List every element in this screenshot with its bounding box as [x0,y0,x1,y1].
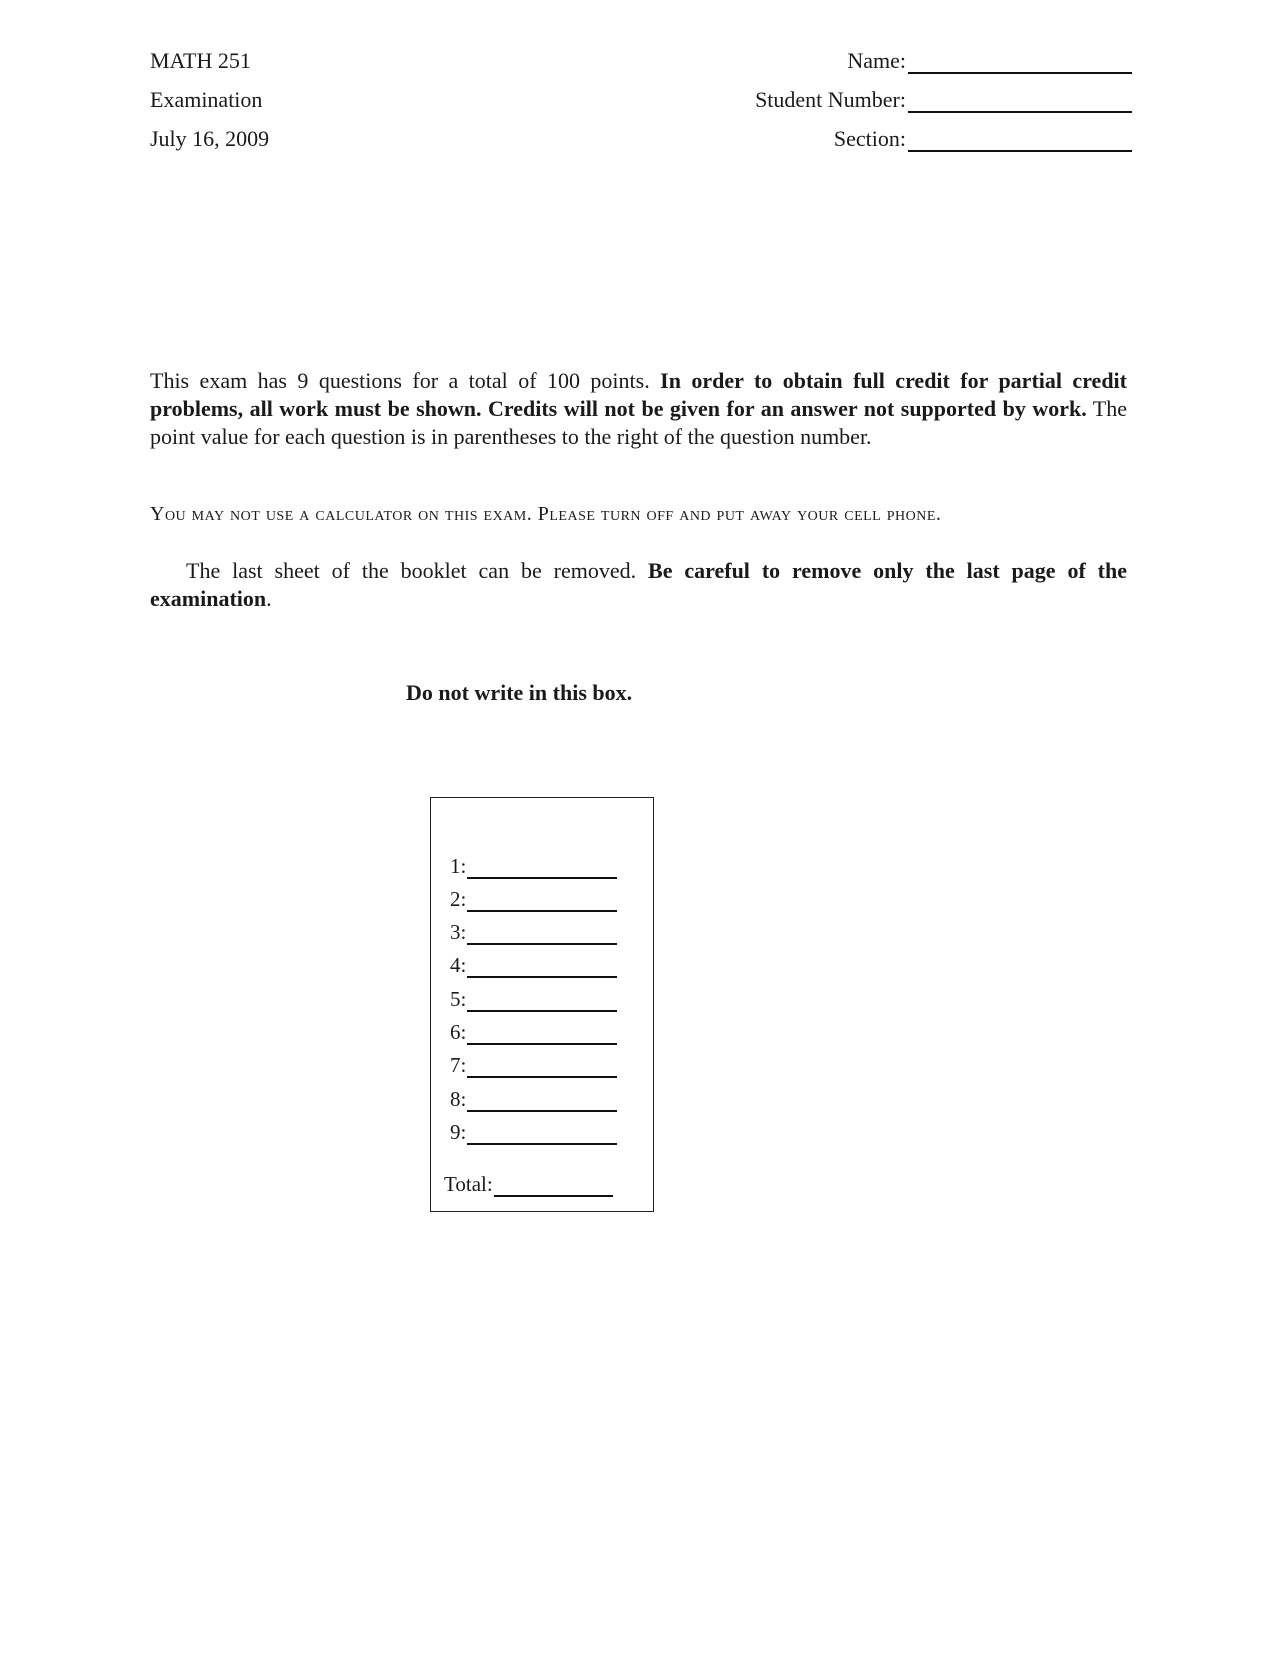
student-number-label: Student Number: [755,87,906,112]
score-row-4 [450,953,617,978]
score-box-title: Do not write in this box. [406,680,633,705]
name-label: Name: [847,48,906,73]
score-blank-line [467,1092,617,1112]
removal-period: . [266,586,272,611]
score-total-label: Total: [444,1172,493,1196]
score-blank-line [467,958,617,978]
score-row-label: 9: [450,1120,467,1144]
score-blank-line [467,1125,617,1145]
score-row-7 [450,1053,617,1078]
student-number-blank-line[interactable] [908,89,1132,113]
score-blank-line [467,1058,617,1078]
score-row-8 [450,1087,617,1112]
score-box [430,797,654,1212]
removal-bold-text: Be careful to remove only the last page of the examination [150,558,1127,611]
name-blank-line[interactable] [908,50,1132,74]
score-row-label: 1: [450,854,467,878]
instructions-bold-text: In order to obtain full credit for partial credit problems, all work must be shown. Credits will not be given for an answer not supported by work. [150,368,1127,421]
instructions-text-end: The point value for each question is in parentheses to the right of the question number. [150,396,1127,449]
exam-type: Examination [150,87,263,112]
score-row-label: 7: [450,1053,467,1077]
calculator-notice: You may not use a calculator on this exam. Please turn off and put away your cell phone. [150,503,942,525]
score-blank-line [467,992,617,1012]
score-total-row [444,1172,613,1197]
score-blank-line [467,1025,617,1045]
score-blank-line [467,859,617,879]
course-code: MATH 251 [150,48,251,73]
score-row-3 [450,920,617,945]
exam-date: July 16, 2009 [150,126,270,151]
score-row-1 [450,854,617,879]
score-row-label: 6: [450,1020,467,1044]
section-label: Section: [833,126,906,151]
score-row-5 [450,987,617,1012]
score-row-label: 3: [450,920,467,944]
score-row-label: 2: [450,887,467,911]
score-row-label: 8: [450,1087,467,1111]
score-blank-line [467,892,617,912]
score-total-blank-line [494,1177,613,1197]
name-field[interactable] [847,48,1132,74]
score-row-label: 5: [450,987,467,1011]
removal-text: The last sheet of the booklet can be removed. [186,558,649,583]
score-row-6 [450,1020,617,1045]
score-row-label: 4: [450,953,467,977]
instructions-text: This exam has 9 questions for a total of 100 points. [150,368,661,393]
score-blank-line [467,925,617,945]
score-row-2 [450,887,617,912]
instructions-paragraph-1 [150,367,1127,451]
instructions-paragraph-3 [150,557,1127,613]
section-blank-line[interactable] [908,128,1132,152]
section-field[interactable] [834,126,1132,152]
score-row-9 [450,1120,617,1145]
student-number-field[interactable] [755,87,1132,113]
